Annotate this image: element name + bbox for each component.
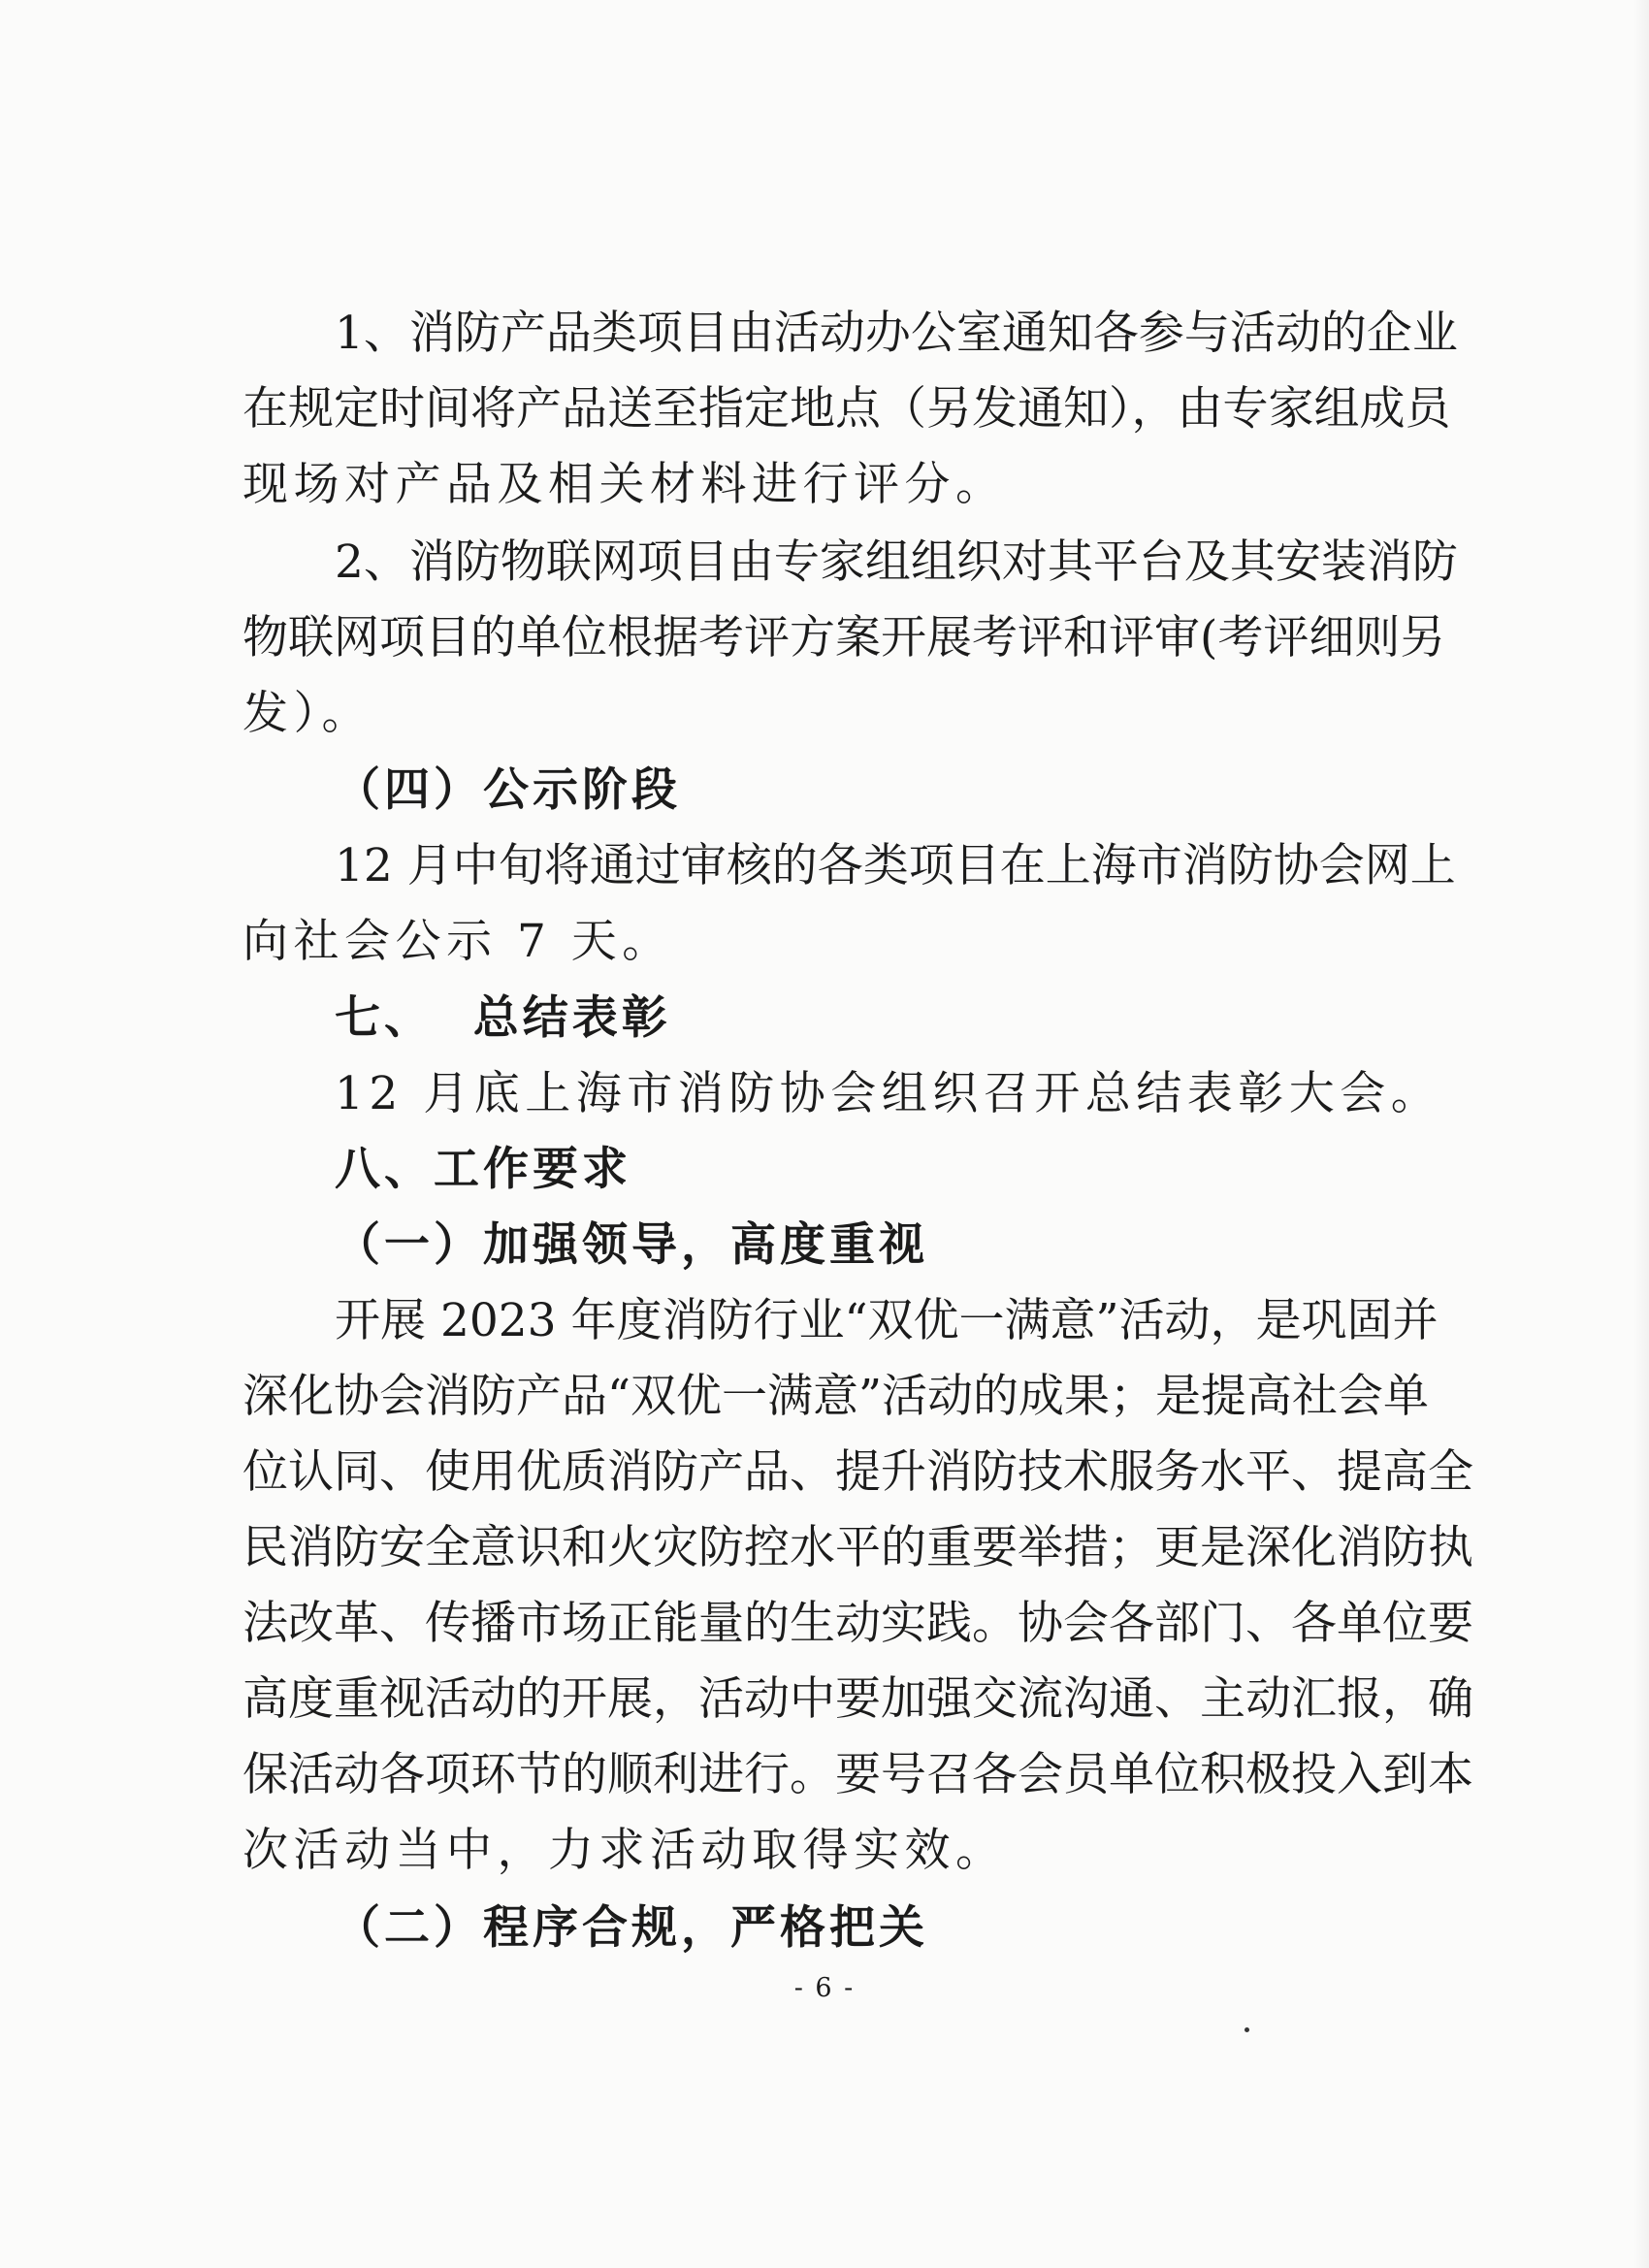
paragraph-line: 高度重视活动的开展，活动中要加强交流沟通、主动汇报，确 <box>242 1672 1473 1726</box>
paragraph-line: 在规定时间将产品送至指定地点（另发通知），由专家组成员 <box>242 382 1451 436</box>
paragraph-line: 法改革、传播市场正能量的生动实践。协会各部门、各单位要 <box>242 1597 1473 1650</box>
section-heading: （四）公示阶段 <box>335 763 681 817</box>
paragraph-line: 12 月底上海市消防协会组织召开总结表彰大会。 <box>335 1067 1442 1120</box>
section-heading: 七、 总结表彰 <box>335 991 671 1045</box>
paragraph-line: 位认同、使用优质消防产品、提升消防技术服务水平、提高全 <box>242 1445 1473 1499</box>
paragraph-line: 民消防安全意识和火灾防控水平的重要举措；更是深化消防执 <box>242 1521 1473 1574</box>
paragraph-line: 12 月中旬将通过审核的各类项目在上海市消防协会网上 <box>335 839 1456 892</box>
paragraph-line: 2、消防物联网项目由专家组组织对其平台及其安装消防 <box>335 535 1458 589</box>
section-heading: （二）程序合规，严格把关 <box>335 1901 928 1955</box>
paragraph-line: 开展 2023 年度消防行业“双优一满意”活动，是巩固并 <box>335 1294 1439 1347</box>
section-heading: 八、工作要求 <box>335 1143 631 1196</box>
paragraph-line: 物联网项目的单位根据考评方案开展考评和评审(考评细则另 <box>242 611 1446 664</box>
scan-speck <box>1245 2027 1249 2032</box>
section-heading: （一）加强领导，高度重视 <box>335 1218 928 1272</box>
scan-edge-shadow <box>1633 0 1649 2268</box>
paragraph-line: 现场对产品及相关材料进行评分。 <box>242 458 1007 511</box>
paragraph-line: 深化协会消防产品“双优一满意”活动的成果；是提高社会单 <box>242 1370 1430 1423</box>
paragraph-line: 发）。 <box>242 687 372 740</box>
paragraph-line: 保活动各项环节的顺利进行。要号召各会员单位积极投入到本 <box>242 1748 1473 1801</box>
paragraph-line: 1、消防产品类项目由活动办公室通知各参与活动的企业 <box>335 307 1458 360</box>
paragraph-line: 向社会公示 7 天。 <box>242 915 673 968</box>
paragraph-line: 次活动当中，力求活动取得实效。 <box>242 1824 1007 1877</box>
page-number: - 6 - <box>793 1973 856 2003</box>
